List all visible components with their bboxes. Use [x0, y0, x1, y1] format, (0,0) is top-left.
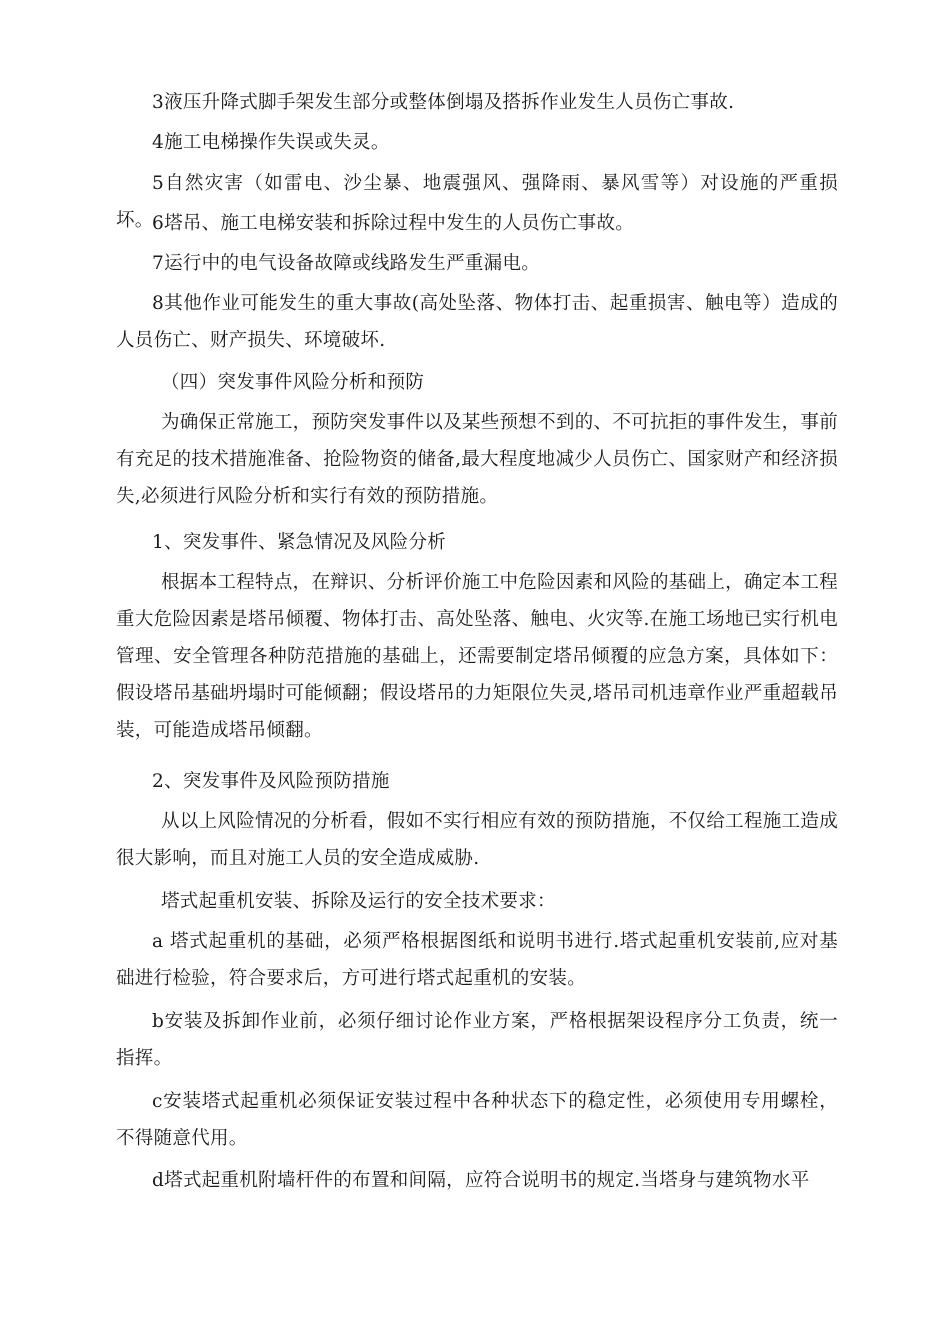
section-heading: （四）突发事件风险分析和预防 [161, 372, 425, 393]
paragraph-item-d: d塔式起重机附墙杆件的布置和间隔，应符合说明书的规定.当塔身与建筑物水平 [152, 1170, 810, 1191]
paragraph-item-c: c安装塔式起重机必须保证安装过程中各种状态下的稳定性，必须使用专用螺栓，不得随意代用。 [116, 1091, 838, 1149]
paragraph-risk-analysis: 根据本工程特点，在辩识、分析评价施工中危险因素和风险的基础上，确定本工程重大危险因素是塔吊倾覆、物体打击、高处坠落、触电、火灾等.在施工场地已实行机电管理、安全管理各种防范措施的基础上，还需要制定塔吊倾覆的应急方案，具体如下：假设塔吊基础坍塌时可能倾翻；假设塔吊的力矩限位失灵,塔吊司机违章作业严重超载吊装，可能造成塔吊倾翻。 [116, 572, 838, 741]
paragraph-item-6: 6塔吊、施工电梯安装和拆除过程中发生的人员伤亡事故。 [152, 213, 635, 234]
paragraph-item-a: a 塔式起重机的基础，必须严格根据图纸和说明书进行.塔式起重机安装前,应对基础进行检验，符合要求后，方可进行塔式起重机的安装。 [116, 931, 838, 989]
paragraph-item-7: 7运行中的电气设备故障或线路发生严重漏电。 [152, 253, 541, 274]
paragraph-crane-requirements-heading: 塔式起重机安装、拆除及运行的安全技术要求： [161, 891, 556, 912]
paragraph-item-8: 8其他作业可能发生的重大事故(高处坠落、物体打击、起重损害、触电等）造成的人员伤亡、财产损失、环境破坏. [116, 293, 838, 351]
paragraph-item-b: b安装及拆卸作业前，必须仔细讨论作业方案，严格根据架设程序分工负责，统一指挥。 [116, 1011, 838, 1069]
paragraph-intro: 为确保正常施工，预防突发事件以及某些预想不到的、不可抗拒的事件发生，事前有充足的技术措施准备、抢险物资的储备,最大程度地减少人员伤亡、国家财产和经济损失,必须进行风险分析和实行有效的预防措施。 [116, 412, 838, 507]
paragraph-item-5: 5自然灾害（如雷电、沙尘暴、地震强风、强降雨、暴风雪等）对设施的严重损坏。 [116, 173, 838, 231]
subheading-risk-analysis: 1、突发事件、紧急情况及风险分析 [152, 532, 447, 553]
paragraph-item-3: 3液压升降式脚手架发生部分或整体倒塌及搭拆作业发生人员伤亡事故. [152, 92, 735, 113]
paragraph-item-4: 4施工电梯操作失误或失灵。 [152, 132, 390, 153]
paragraph-prevention: 从以上风险情况的分析看，假如不实行相应有效的预防措施，不仅给工程施工造成很大影响，而且对施工人员的安全造成威胁. [116, 811, 838, 869]
subheading-prevention: 2、突发事件及风险预防措施 [152, 771, 390, 792]
